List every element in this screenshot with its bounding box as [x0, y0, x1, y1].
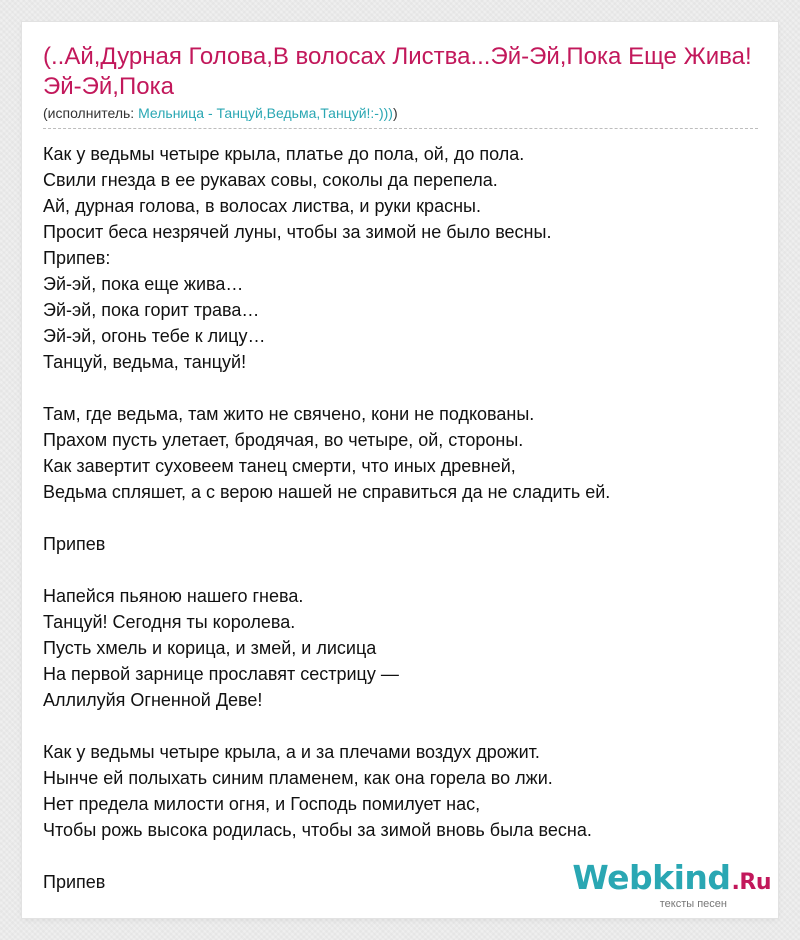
byline-prefix: (исполнитель:: [43, 105, 139, 121]
lyric-line: Припев: [43, 534, 106, 554]
watermark-tagline: тексты песен: [659, 898, 727, 910]
stanza-break: [43, 505, 758, 531]
lyric-line: Танцуй! Сегодня ты королева.: [43, 612, 296, 632]
lyric-line: Припев: [43, 872, 106, 892]
lyric-line: Как у ведьмы четыре крыла, а и за плечами воздух дрожит.: [43, 742, 540, 762]
song-title: (..Ай,Дурная Голова,В волосах Листва...Эй-Эй,Пока Еще Жива!Эй-Эй,Пока: [43, 43, 752, 100]
byline-suffix: ): [392, 105, 398, 121]
lyric-line: Прахом пусть улетает, бродячая, во четыре, ой, стороны.: [43, 430, 524, 450]
lyric-line: Ай, дурная голова, в волосах листва, и руки красны.: [43, 196, 481, 216]
lyric-line: На первой зарнице прославят сестрицу —: [43, 664, 399, 684]
lyric-line: Чтобы рожь высока родилась, чтобы за зимой вновь была весна.: [43, 820, 592, 840]
stanza-break: [43, 557, 758, 583]
lyric-line: Нынче ей полыхать синим пламенем, как она горела во лжи.: [43, 768, 553, 788]
lyric-line: Аллилуйя Огненной Деве!: [43, 690, 263, 710]
lyric-line: Напейся пьяною нашего гнева.: [43, 586, 304, 606]
lyric-line: Нет предела милости огня, и Господь помилует нас,: [43, 794, 481, 814]
watermark-brand: Webkind: [572, 858, 731, 897]
lyric-line: Пусть хмель и корица, и змей, и лисица: [43, 638, 377, 658]
lyric-line: Там, где ведьма, там жито не свячено, кони не подкованы.: [43, 404, 535, 424]
site-watermark: [572, 858, 771, 910]
lyrics-card: [22, 22, 778, 918]
watermark-tld: .Ru: [731, 870, 771, 895]
lyric-line: Эй-эй, пока горит трава…: [43, 300, 260, 320]
artist-link[interactable]: Мельница - Танцуй,Ведьма,Танцуй!:-))): [138, 105, 393, 121]
lyrics-body: [43, 141, 758, 895]
lyric-line: Эй-эй, огонь тебе к лицу…: [43, 326, 266, 346]
lyric-line: Танцуй, ведьма, танцуй!: [43, 352, 247, 372]
lyric-line: Как завертит суховеем танец смерти, что иных древней,: [43, 456, 516, 476]
artist-byline: [43, 104, 758, 129]
lyric-line: Просит беса незрячей луны, чтобы за зимой не было весны.: [43, 222, 552, 242]
lyric-line: Припев:: [43, 248, 111, 268]
stanza-break: [43, 713, 758, 739]
lyric-line: Как у ведьмы четыре крыла, платье до пола, ой, до пола.: [43, 144, 525, 164]
stanza-break: [43, 375, 758, 401]
lyric-line: Эй-эй, пока еще жива…: [43, 274, 244, 294]
lyric-line: Ведьма спляшет, а с верою нашей не справиться да не сладить ей.: [43, 482, 611, 502]
lyric-line: Свили гнезда в ее рукавах совы, соколы да перепела.: [43, 170, 498, 190]
watermark-logo: [572, 858, 771, 900]
